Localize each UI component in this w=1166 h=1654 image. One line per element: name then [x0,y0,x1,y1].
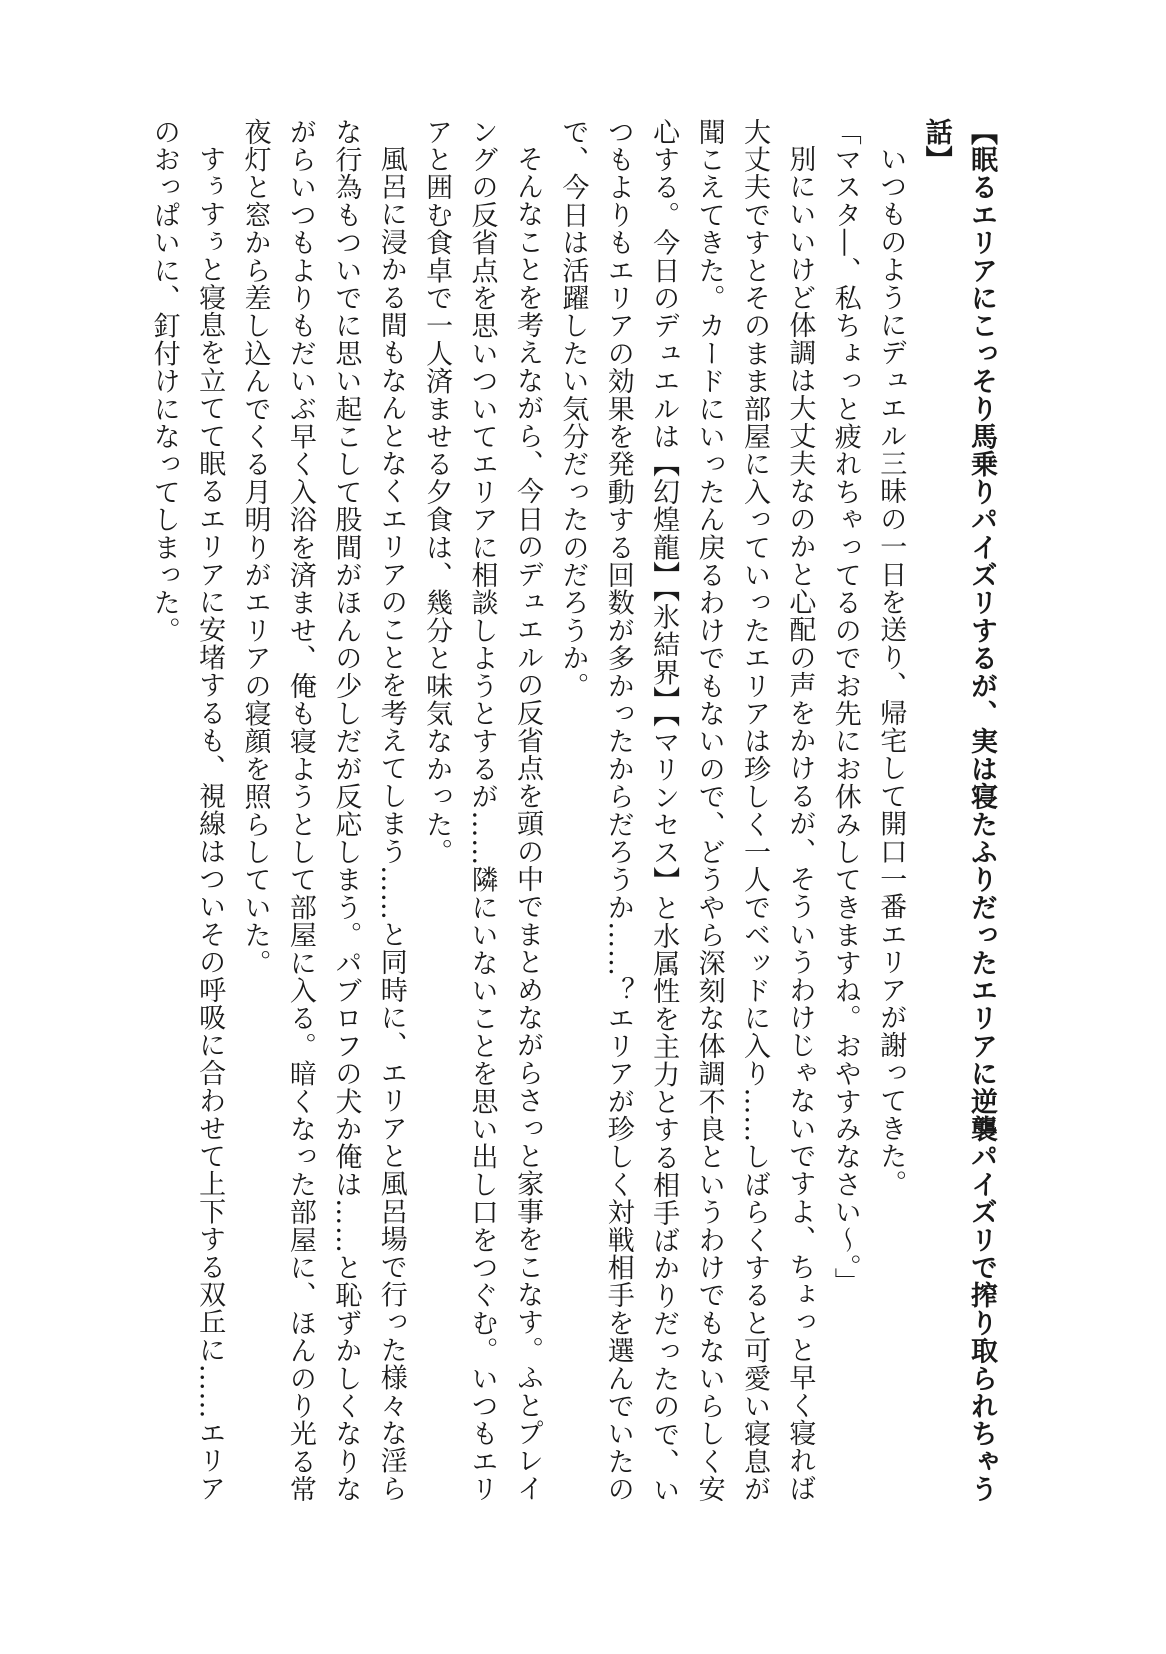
story-title: 【眠るエリアにこっそり馬乗りパイズリするが、実は寝たふりだったエリアに逆襲パイズリで搾り取られちゃう話】 [920,118,997,1503]
paragraph-2-dialogue: 「マスタ―、私ちょっと疲れちゃってるのでお先にお休みしてきますね。おやすみなさい〜。」 [829,118,861,1296]
vertical-text-body [124,118,1004,1518]
paragraph-3: 別にいいけど体調は大丈夫なのかと心配の声をかけるが、そういうわけじゃないですよ、ちょっと早く寝れば大丈夫ですとそのまま部屋に入っていったエリアは珍しく一人でベッドに入り……しばらくすると可愛い寝息が聞こえてきた。カードにいったん戻るわけでもないので、どうやら深刻な体調不良というわけでもないらしく安心する。今日のデュエルは【幻煌龍】【氷結界】【マリンセス】と水属性を主力とする相手ばかりだったので、いつもよりもエリアの効果を発動する回数が多かったからだろうか……？エリアが珍しく対戦相手を選んでいたので、今日は活躍したい気分だったのだろうか。 [557,118,816,1504]
paragraph-6: すぅすぅと寝息を立てて眠るエリアに安堵するも、視線はついその呼吸に合わせて上下する双丘に……エリアのおっぱいに、釘付けになってしまった。 [148,118,226,1503]
paragraph-1: いつものようにデュエル三昧の一日を送り、帰宅して開口一番エリアが謝ってきた。 [875,145,907,1198]
paragraph-5: 風呂に浸かる間もなんとなくエリアのことを考えてしまう……と同時に、エリアと風呂場で行った様々な淫らな行為もついでに思い起こして股間がほんの少しだが反応しまう。パブロフの犬か俺は……と恥ずかしくなりながらいつもよりもだいぶ早く入浴を済ませ、俺も寝ようとして部屋に入る。暗くなった部屋に、ほんのり光る常夜灯と窓から差し込んでくる月明りがエリアの寝顔を照らしていた。 [239,118,407,1503]
paragraph-4: そんなことを考えながら、今日のデュエルの反省点を頭の中でまとめながらさっと家事をこなす。ふとプレイングの反省点を思いついてエリアに相談しようとするが……隣にいないことを思い出し口をつぐむ。いつもエリアと囲む食卓で一人済ませる夕食は、幾分と味気なかった。 [421,118,543,1503]
